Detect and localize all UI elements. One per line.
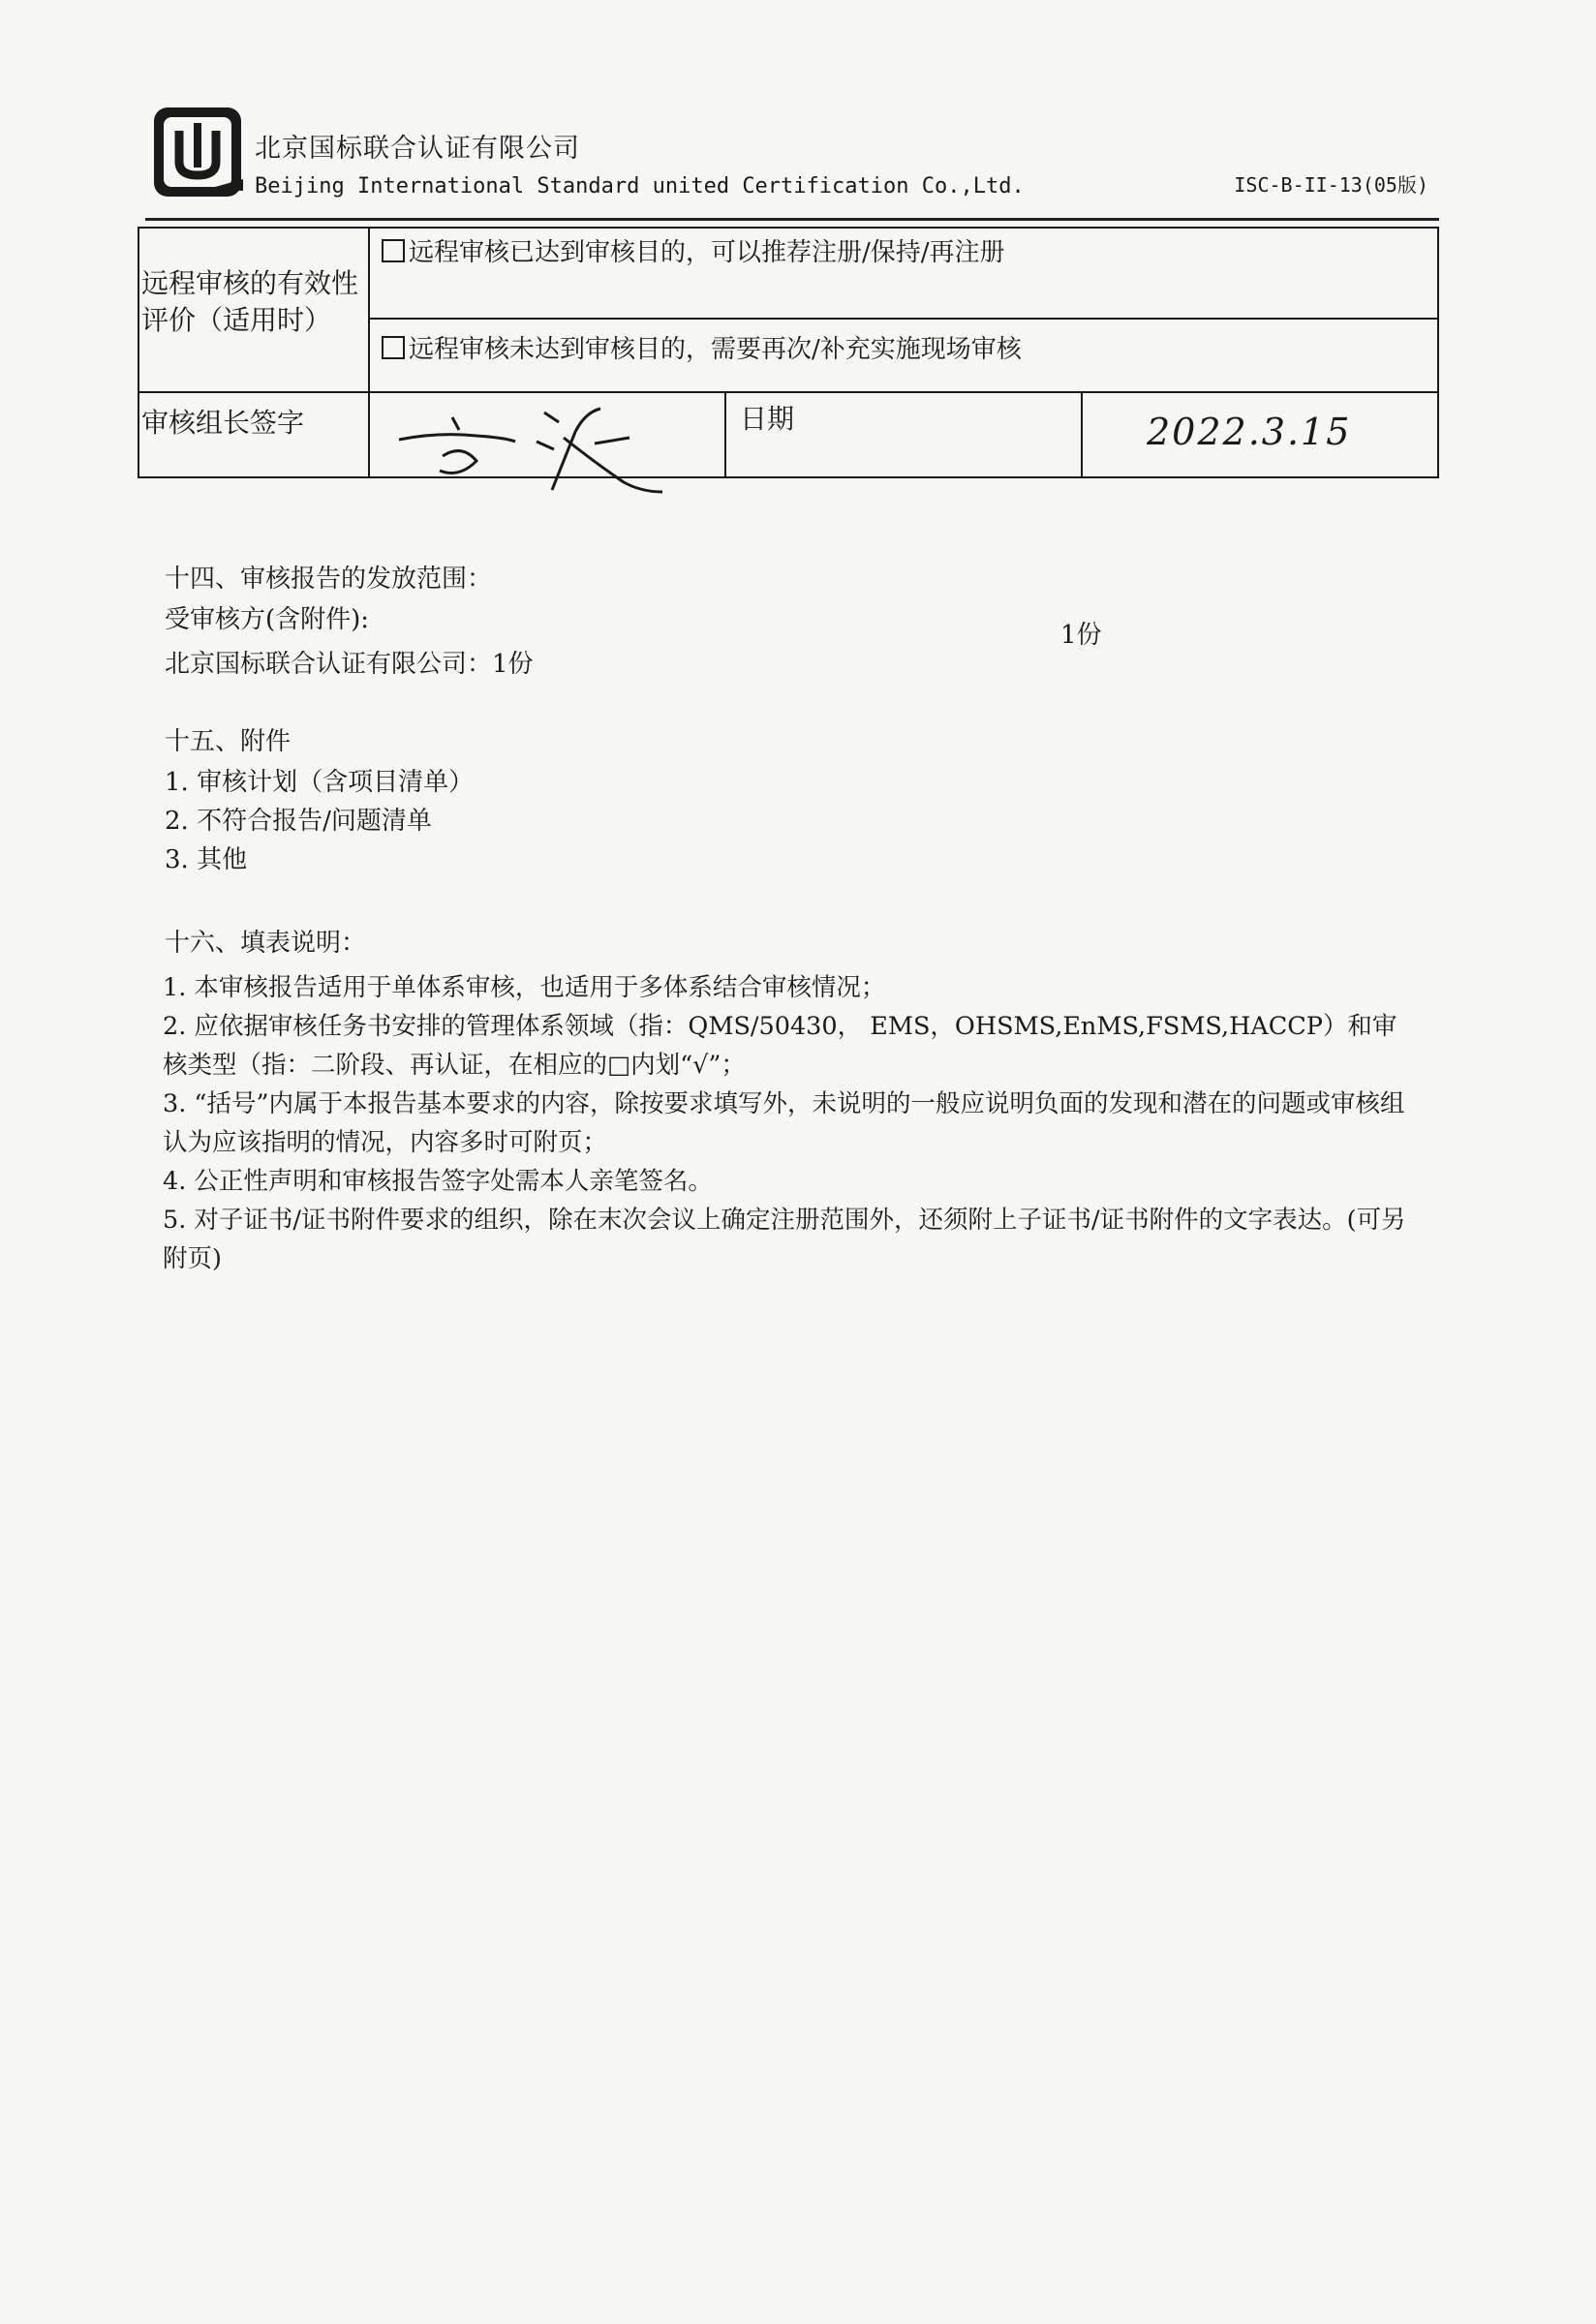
option1-checkbox[interactable] xyxy=(382,239,405,262)
distribution-auditee: 受审核方(含附件): xyxy=(165,605,370,634)
document-code: ISC-B-II-13(05版) xyxy=(1234,173,1428,197)
remote-evaluation-label: 远程审核的有效性评价（适用时） xyxy=(141,267,359,336)
company-name-cn: 北京国标联合认证有限公司 xyxy=(255,134,580,164)
isc-logo-icon xyxy=(150,102,247,203)
leader-signature-label: 审核组长签字 xyxy=(141,407,305,439)
remote-evaluation-label-cell xyxy=(138,227,370,393)
distribution-auditee-count: 1份 xyxy=(1060,621,1102,650)
leader-signature-cell xyxy=(368,391,726,478)
company-name-en: Beijing International Standard united Certification Co.,Ltd. xyxy=(255,174,1025,199)
date-label: 日期 xyxy=(740,403,795,435)
attachments-heading: 十五、附件 xyxy=(165,727,292,756)
instructions-list xyxy=(163,968,1412,1278)
distribution-heading: 十四、审核报告的发放范围： xyxy=(165,565,493,594)
attachment-item: 3. 其他 xyxy=(165,845,248,874)
date-value-cell xyxy=(1081,391,1439,478)
attachment-item: 2. 不符合报告/问题清单 xyxy=(165,807,432,836)
instructions-heading: 十六、填表说明： xyxy=(165,929,367,958)
distribution-company: 北京国标联合认证有限公司：1份 xyxy=(165,650,534,679)
option2-checkbox[interactable] xyxy=(382,336,405,359)
option1-label: 远程审核已达到审核目的，可以推荐注册/保持/再注册 xyxy=(409,238,1005,267)
date-label-cell xyxy=(724,391,1083,478)
leader-signature-icon xyxy=(370,374,728,500)
instruction-item: 3. “括号”内属于本报告基本要求的内容，除按要求填写外，未说明的一般应说明负面的发现和潜在的问题或审核组认为应该指明的情况，内容多时可附页； xyxy=(163,1089,1405,1157)
instruction-item: 5. 对子证书/证书附件要求的组织，除在末次会议上确定注册范围外，还须附上子证书/证书附件的文字表达。(可另附页) xyxy=(163,1206,1406,1273)
remote-audit-table xyxy=(138,227,1439,484)
document-header xyxy=(150,102,1428,213)
date-value: 2022.3.15 xyxy=(1147,411,1352,453)
option2-label: 远程审核未达到审核目的，需要再次/补充实施现场审核 xyxy=(409,335,1022,364)
header-divider xyxy=(145,218,1439,221)
leader-signature-label-cell xyxy=(138,391,370,478)
instruction-item: 2. 应依据审核任务书安排的管理体系领域（指：QMS/50430， EMS，OHSMS,EnMS,FSMS,HACCP）和审核类型（指：二阶段、再认证，在相应的□内划“√”； xyxy=(163,1012,1397,1080)
instruction-item: 4. 公正性声明和审核报告签字处需本人亲笔签名。 xyxy=(163,1167,713,1196)
option1-cell xyxy=(368,227,1439,320)
attachment-item: 1. 审核计划（含项目清单） xyxy=(165,768,475,797)
instruction-item: 1. 本审核报告适用于单体系审核，也适用于多体系结合审核情况； xyxy=(163,973,886,1002)
